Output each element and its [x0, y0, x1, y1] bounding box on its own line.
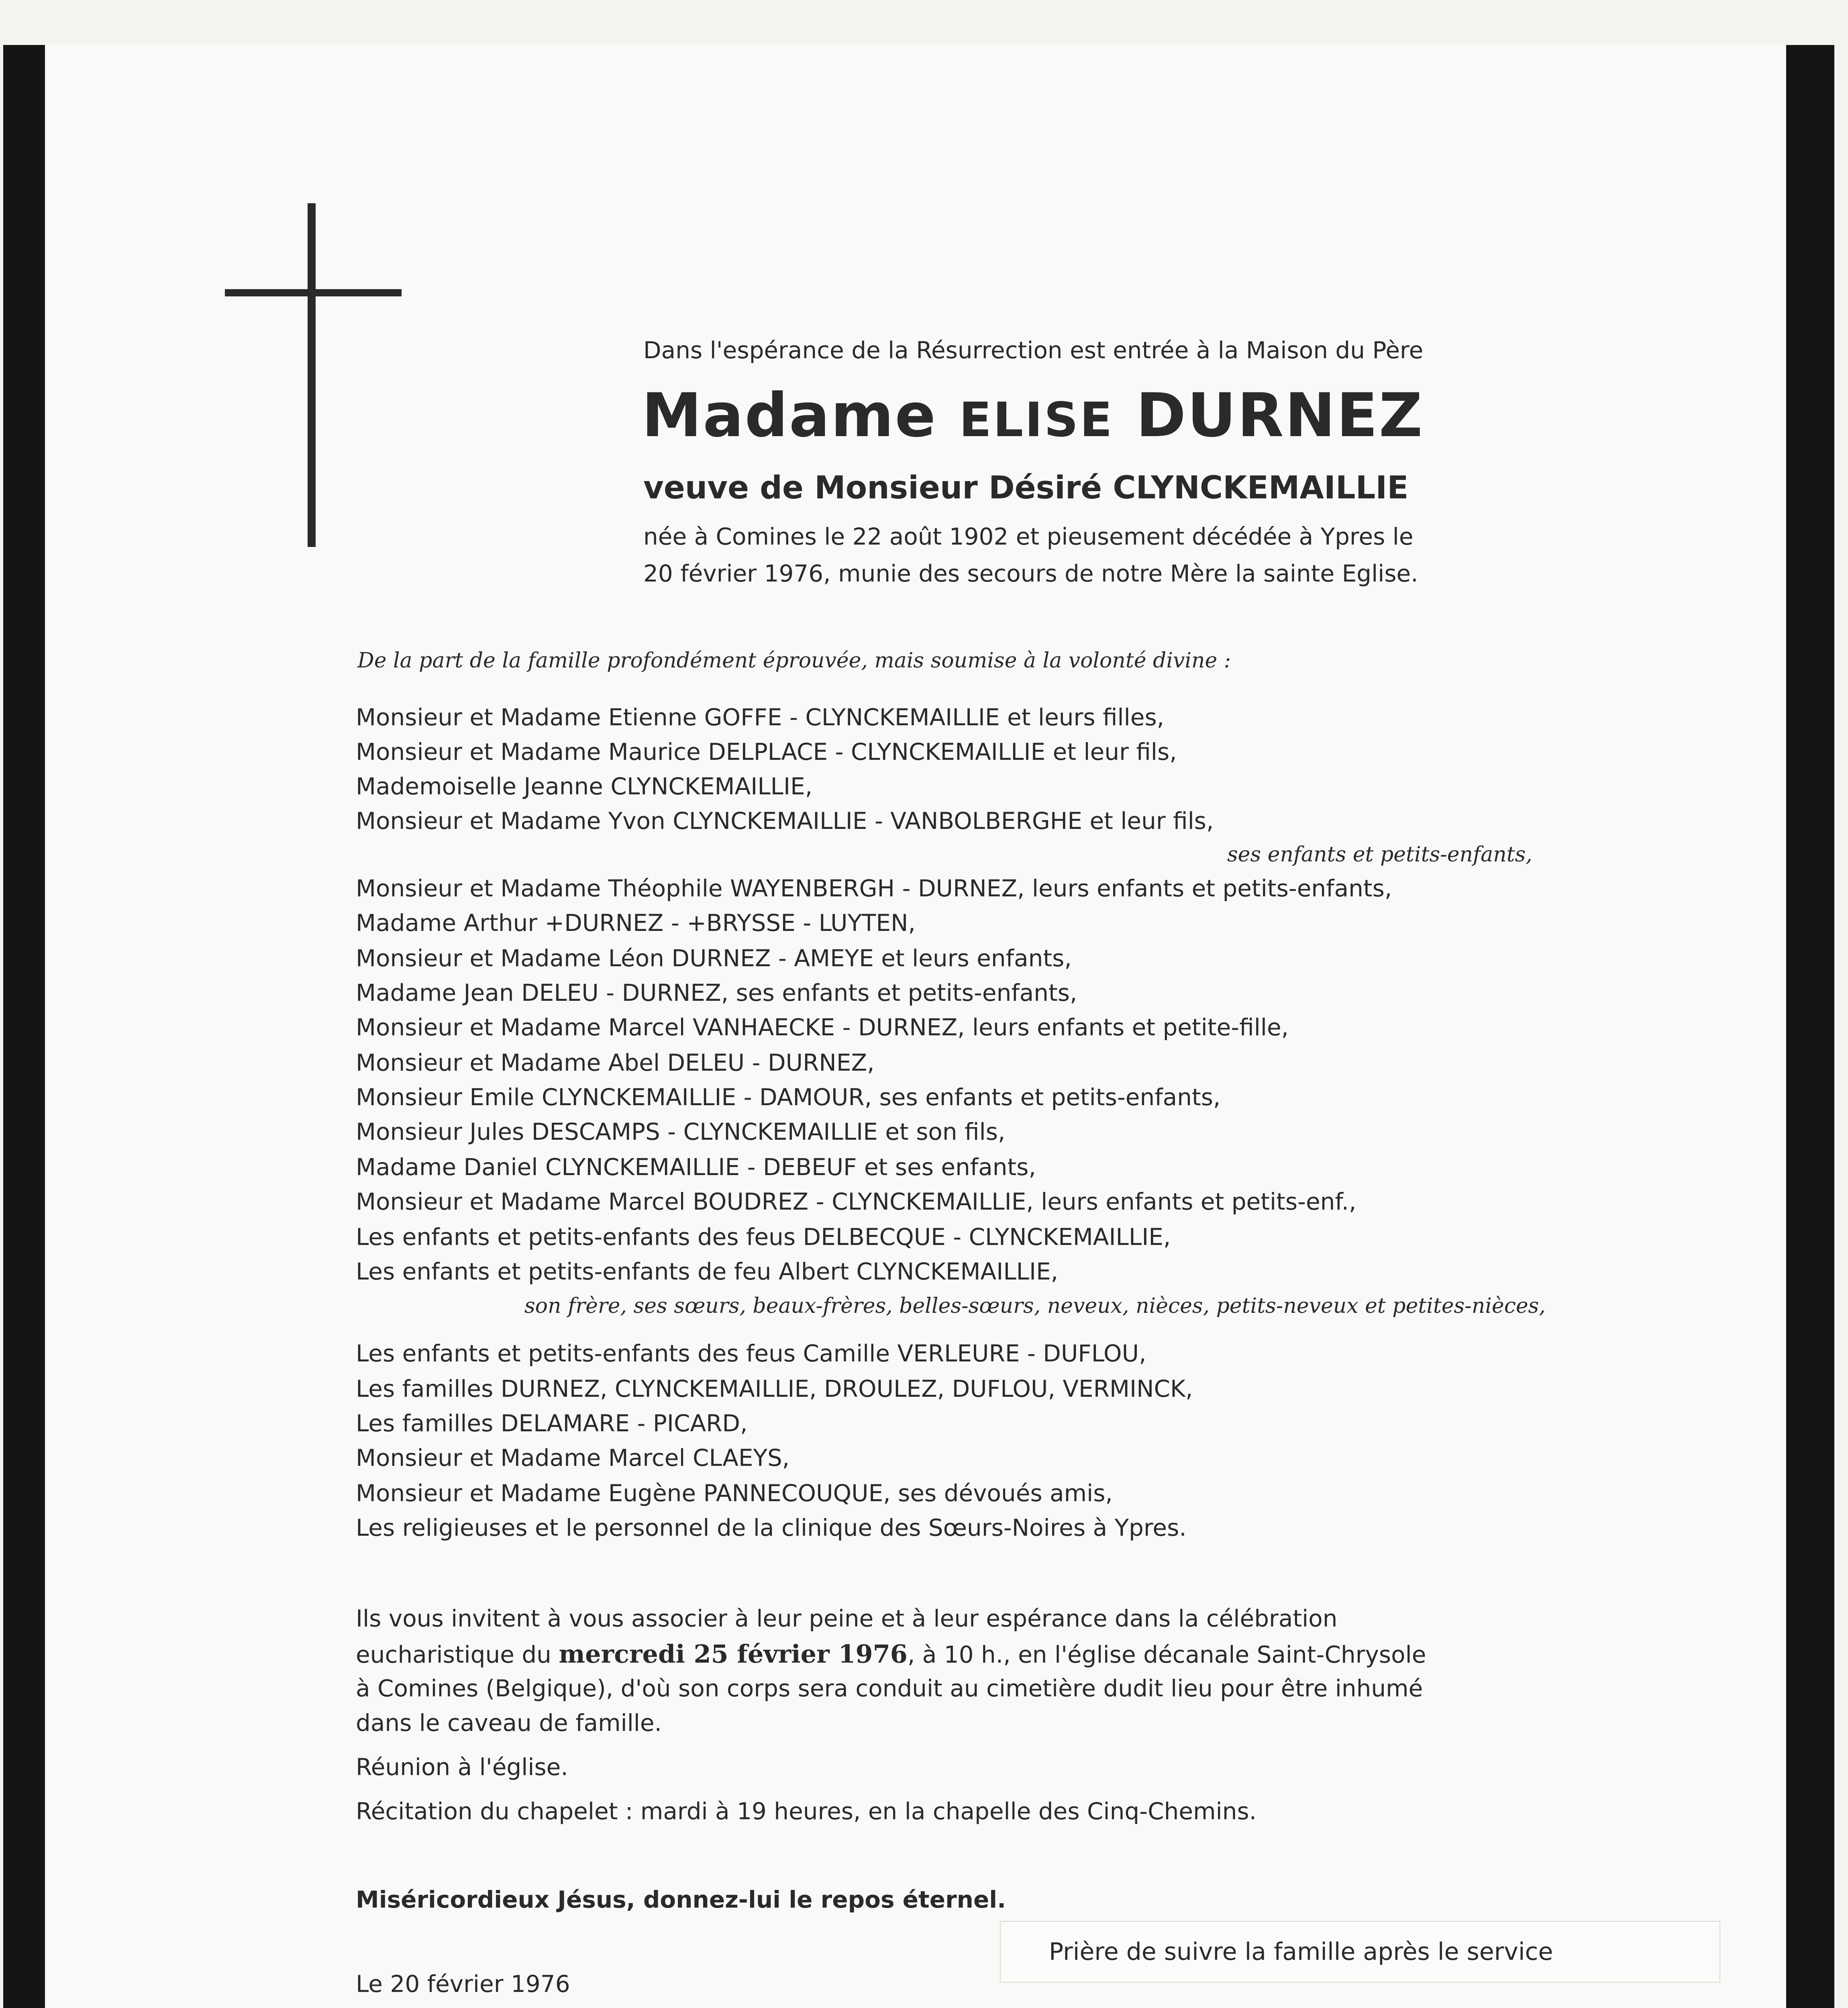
relation-siblings: son frère, ses sœurs, beaux-frères, belles-sœurs, neveux, nièces, petits-neveux et petites-nièces,	[524, 1294, 1546, 1318]
family-line: Mademoiselle Jeanne CLYNCKEMAILLIE,	[356, 773, 813, 800]
birth-line-1: née à Comines le 22 août 1902 et pieusement décédée à Ypres le	[643, 523, 1414, 550]
family-line: Monsieur et Madame Yvon CLYNCKEMAILLIE - VANBOLBERGHE et leur fils,	[356, 807, 1214, 835]
birth-line-2: 20 février 1976, munie des secours de notre Mère la sainte Eglise.	[643, 560, 1418, 587]
family-line: Monsieur et Madame Eugène PANNECOUQUE, ses dévoués amis,	[356, 1479, 1113, 1507]
invitation-text: , à 10 h., en l'église décanale Saint-Chrysole	[907, 1641, 1426, 1668]
family-line: Les familles DELAMARE - PICARD,	[356, 1410, 748, 1437]
rosary-line: Récitation du chapelet : mardi à 19 heures, en la chapelle des Cinq-Chemins.	[356, 1798, 1257, 1825]
invitation-line: dans le caveau de famille.	[356, 1709, 662, 1737]
family-line: Monsieur et Madame Marcel CLAEYS,	[356, 1444, 790, 1471]
date-line: Le 20 février 1976	[356, 1970, 570, 1998]
family-line: Les enfants et petits-enfants des feus DELBECQUE - CLYNCKEMAILLIE,	[356, 1223, 1171, 1251]
prayer-line: Miséricordieux Jésus, donnez-lui le repos éternel.	[356, 1886, 1006, 1913]
cross-icon	[308, 203, 316, 547]
invitation-line: à Comines (Belgique), d'où son corps sera conduit au cimetière dudit lieu pour être inhumé	[356, 1675, 1423, 1702]
family-line: Monsieur et Madame Etienne GOFFE - CLYNCKEMAILLIE et leurs filles,	[356, 704, 1165, 731]
family-line: Madame Arthur +DURNEZ - +BRYSSE - LUYTEN,	[356, 909, 916, 937]
family-intro: De la part de la famille profondément éprouvée, mais soumise à la volonté divine :	[357, 649, 1231, 673]
name-prefix: Madame	[642, 381, 959, 451]
follow-family-slip	[1000, 1921, 1720, 1983]
invitation-line: Ils vous invitent à vous associer à leur peine et à leur espérance dans la célébration	[356, 1605, 1338, 1632]
follow-family-note: Prière de suivre la famille après le service	[1049, 1938, 1553, 1966]
name-first: ELISE	[959, 392, 1114, 447]
invitation-line	[356, 1639, 1426, 1669]
family-line: Monsieur Jules DESCAMPS - CLYNCKEMAILLIE et son fils,	[356, 1118, 1006, 1145]
meeting-line: Réunion à l'église.	[356, 1753, 568, 1781]
family-line: Monsieur et Madame Théophile WAYENBERGH - DURNEZ, leurs enfants et petits-enfants,	[356, 875, 1392, 902]
cross-icon-bar	[225, 289, 402, 296]
family-line: Monsieur et Madame Abel DELEU - DURNEZ,	[356, 1049, 875, 1076]
family-line: Les familles DURNEZ, CLYNCKEMAILLIE, DROULEZ, DUFLOU, VERMINCK,	[356, 1375, 1193, 1402]
family-line: Les enfants et petits-enfants de feu Albert CLYNCKEMAILLIE,	[356, 1258, 1059, 1285]
family-line: Monsieur et Madame Léon DURNEZ - AMEYE et leurs enfants,	[356, 945, 1072, 972]
family-line: Monsieur et Madame Marcel BOUDREZ - CLYNCKEMAILLIE, leurs enfants et petits-enf.,	[356, 1188, 1356, 1215]
deceased-name	[642, 381, 1424, 451]
family-line: Monsieur et Madame Marcel VANHAECKE - DURNEZ, leurs enfants et petite-fille,	[356, 1014, 1289, 1041]
invitation-text: eucharistique du	[356, 1641, 559, 1668]
family-line: Les enfants et petits-enfants des feus Camille VERLEURE - DUFLOU,	[356, 1340, 1146, 1367]
family-line: Madame Jean DELEU - DURNEZ, ses enfants et petits-enfants,	[356, 979, 1077, 1006]
name-last: DURNEZ	[1114, 381, 1424, 451]
service-date: mercredi 25 février 1976	[559, 1639, 908, 1669]
family-line: Les religieuses et le personnel de la clinique des Sœurs-Noires à Ypres.	[356, 1514, 1187, 1541]
relation-children: ses enfants et petits-enfants,	[1227, 843, 1532, 867]
family-line: Monsieur Emile CLYNCKEMAILLIE - DAMOUR, ses enfants et petits-enfants,	[356, 1084, 1221, 1111]
intro-line: Dans l'espérance de la Résurrection est entrée à la Maison du Père	[643, 337, 1424, 364]
family-line: Madame Daniel CLYNCKEMAILLIE - DEBEUF et ses enfants,	[356, 1153, 1036, 1181]
widow-of-line: veuve de Monsieur Désiré CLYNCKEMAILLIE	[643, 470, 1409, 506]
family-line: Monsieur et Madame Maurice DELPLACE - CLYNCKEMAILLIE et leur fils,	[356, 738, 1177, 765]
